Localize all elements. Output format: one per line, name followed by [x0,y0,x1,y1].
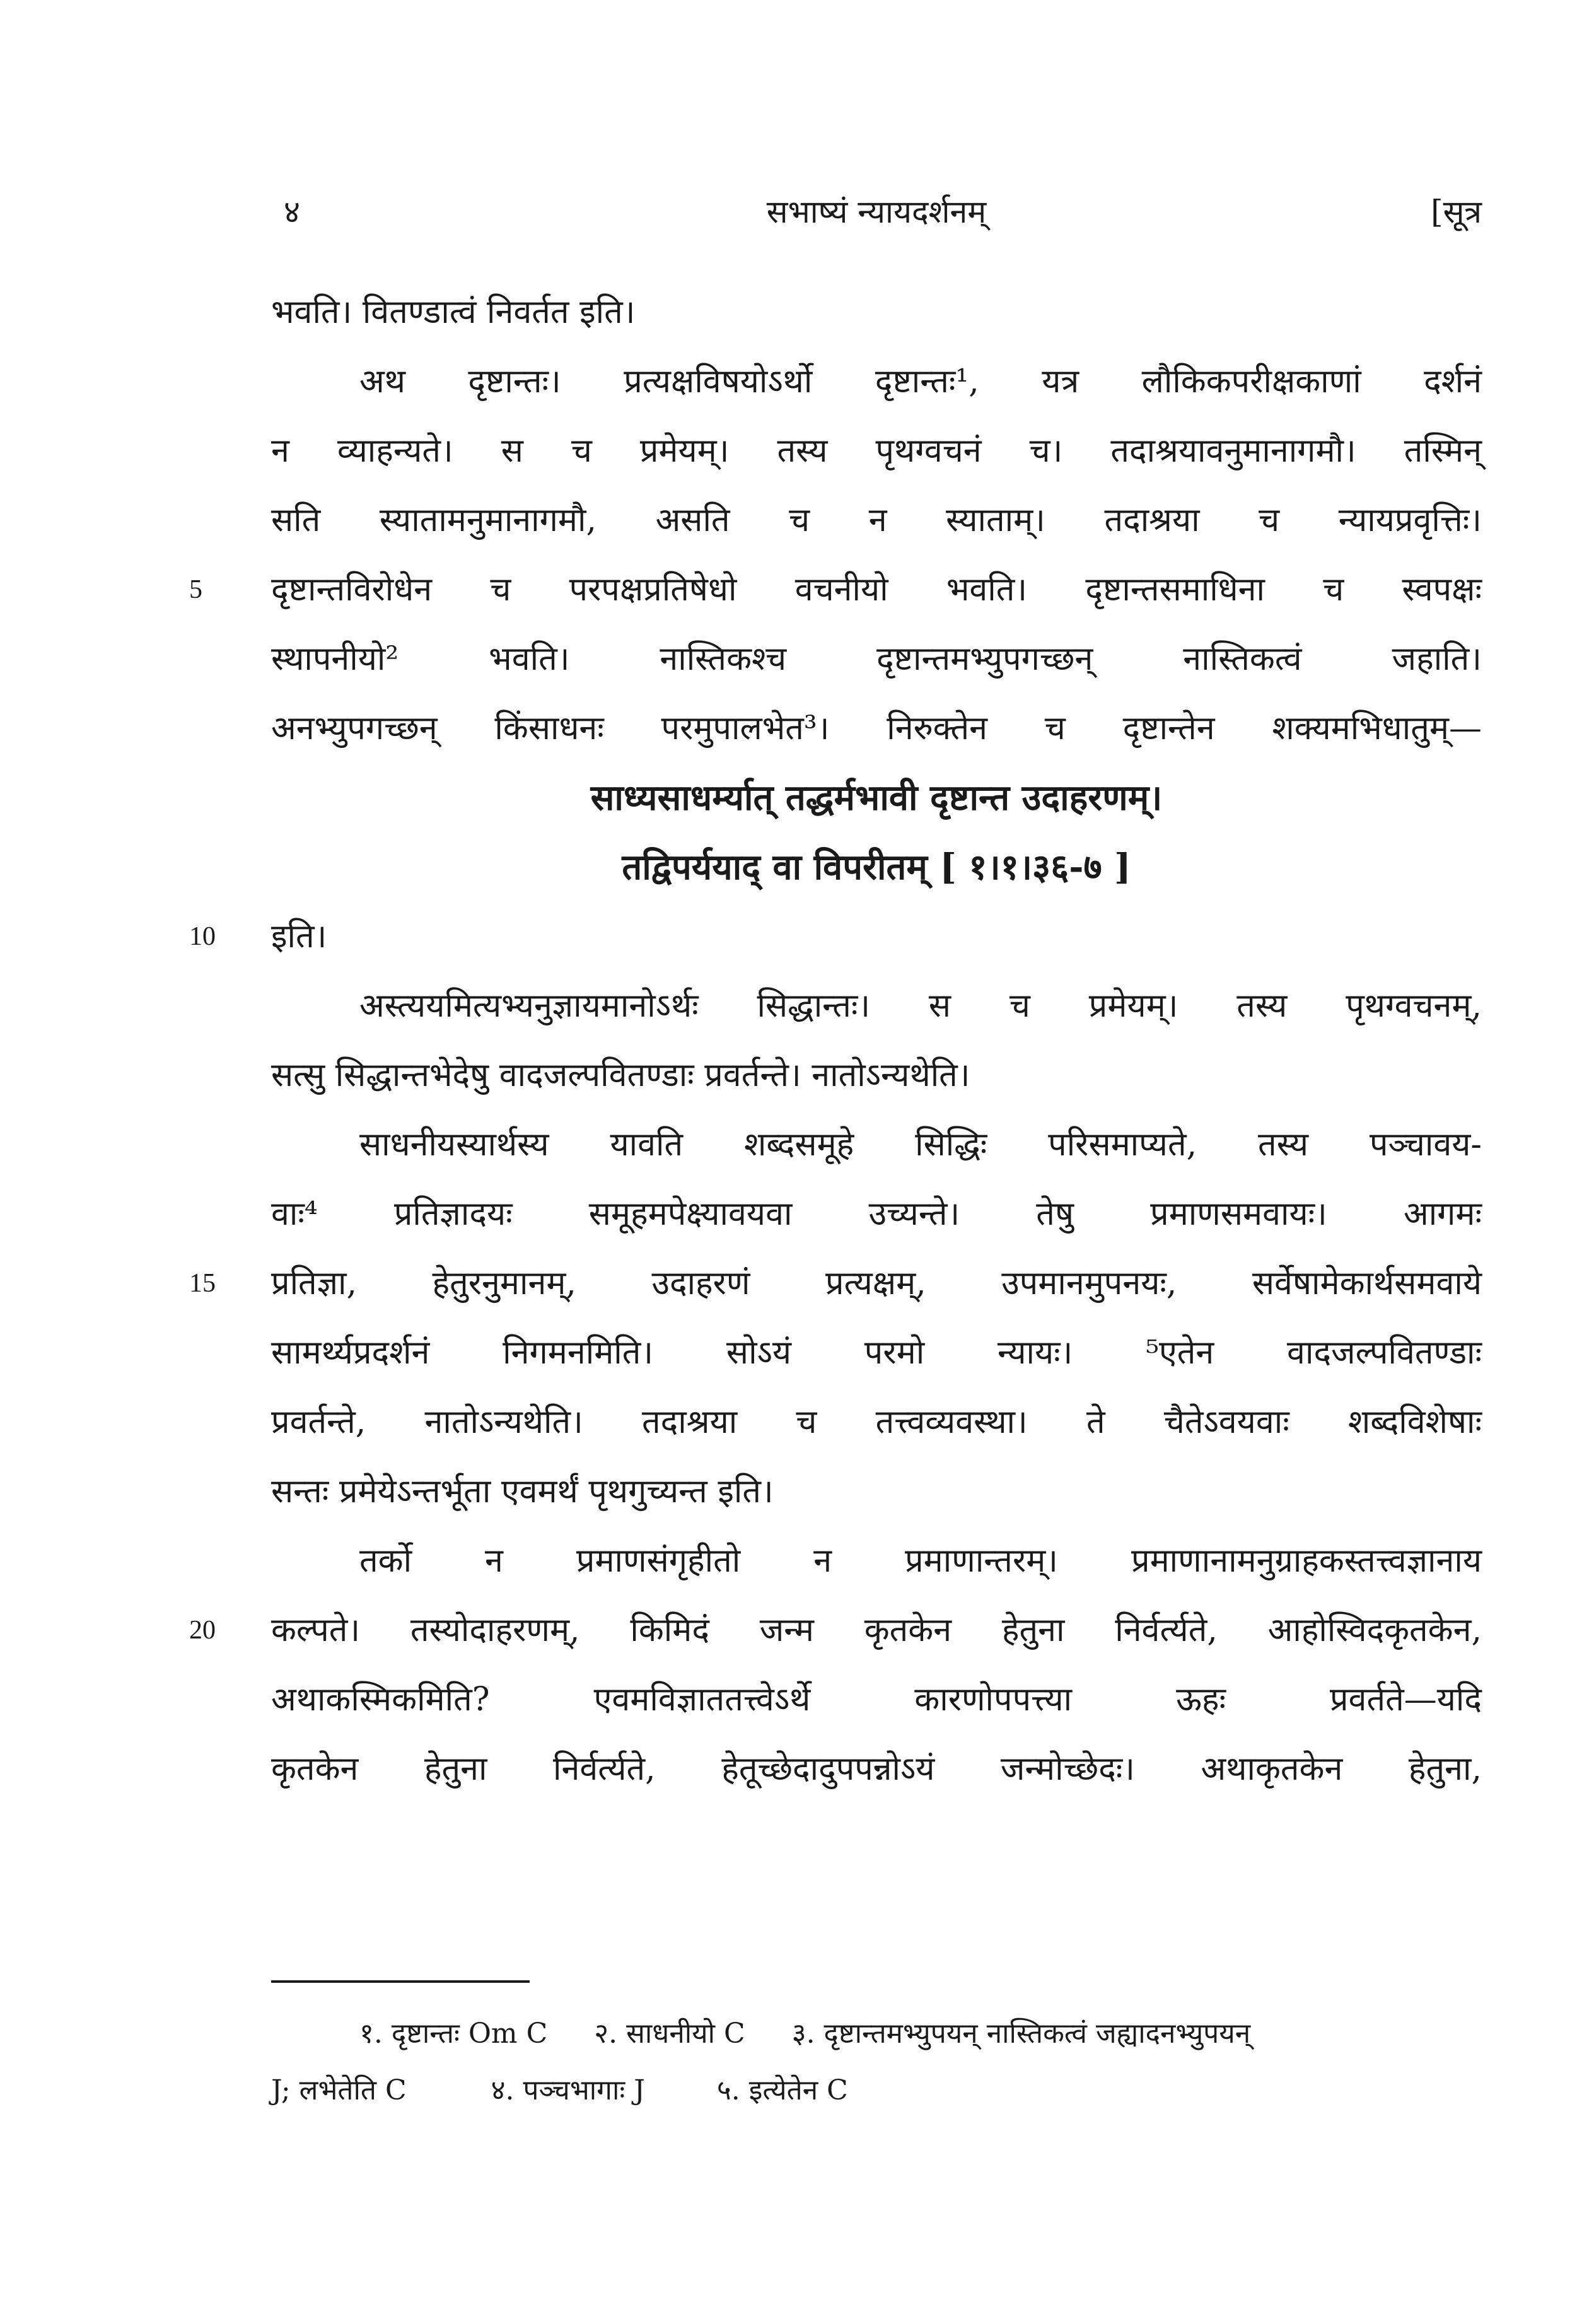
line-number: 15 [189,1269,216,1298]
text-line: कृतकेन हेतुना निर्वर्त्यते, हेतूच्छेदादुपपन्नोऽयं जन्मोच्छेदः। अथाकृतकेन हेतुना, [271,1750,1482,1788]
text-line: अथ दृष्टान्तः। प्रत्यक्षविषयोऽर्थो दृष्टान्तः¹, यत्र लौकिकपरीक्षकाणां दर्शनं [359,363,1482,400]
text-line: स्थापनीयो² भवति। नास्तिकश्च दृष्टान्तमभ्युपगच्छन् नास्तिकत्वं जहाति। [271,640,1482,678]
text-line: 20 कल्पते। तस्योदाहरणम्, किमिदं जन्म कृतकेन हेतुना निर्वर्त्यते, आहोस्विदकृतकेन, [271,1596,1482,1665]
sutra-line: तद्विपर्ययाद् वा विपरीतम् [ १।१।३६-७ ] [622,846,1131,888]
footnote-line [271,2062,1482,2119]
text-line: 10 इति। [271,902,1482,971]
footnote-3: ३. दृष्टान्तमभ्युपयन् नास्तिकत्वं जह्यादनभ्युपयन् [791,2017,1251,2050]
running-title: सभाष्यं न्यायदर्शनम् [766,194,987,230]
footnote-2: २. साधनीयो C [594,2017,745,2050]
text-line: अथाकस्मिकमिति? एवमविज्ञाततत्त्वेऽर्थे कारणोपपत्त्या ऊहः प्रवर्तते—यदि [271,1681,1482,1719]
footnote-4: ४. पञ्चभागाः J [491,2074,645,2106]
running-header [271,189,1482,246]
text-line: प्रवर्तन्ते, नातोऽन्यथेति। तदाश्रया च तत्त्वव्यवस्था। ते चैतेऽवयवाः शब्दविशेषाः [271,1403,1482,1441]
footnote-1: १. दृष्टान्तः Om C [359,2017,548,2050]
text-line: साधनीयस्यार्थस्य यावति शब्दसमूहे सिद्धिः परिसमाप्यते, तस्य पञ्चावय- [359,1126,1482,1164]
page-number: ४ [284,194,300,230]
line-number: 20 [189,1616,216,1645]
text-line: अस्त्ययमित्यभ्यनुज्ञायमानोऽर्थः सिद्धान्तः। स च प्रमेयम्। तस्य पृथग्वचनम्, [359,987,1482,1025]
text-line: सन्तः प्रमेयेऽन्तर्भूता एवमर्थं पृथगुच्यन्त इति। [271,1473,774,1510]
section-marker: [सूत्र [1431,194,1482,230]
sutra-line: साध्यसाधर्म्यात् तद्धर्मभावी दृष्टान्त उदाहरणम्। [590,777,1163,819]
text-line: 15 प्रतिज्ञा, हेतुरनुमानम्, उदाहरणं प्रत्यक्षम्, उपमानमुपनयः, सर्वेषामेकार्थसमवाये [271,1249,1482,1318]
footnote-3-cont: J; लभेतेति C [271,2074,407,2106]
text-line: भवति। वितण्डात्वं निवर्तत इति। [271,293,636,331]
text-line: सत्सु सिद्धान्तभेदेषु वादजल्पवितण्डाः प्रवर्तन्ते। नातोऽन्यथेति। [271,1056,970,1094]
footnote-5: ५. इत्येतेन C [716,2074,848,2106]
line-number: 5 [189,575,202,604]
text-line: तर्को न प्रमाणसंगृहीतो न प्रमाणान्तरम्। प्रमाणानामनुग्राहकस्तत्त्वज्ञानाय [359,1542,1482,1580]
footnotes [271,2006,1482,2119]
text-line: सामर्थ्यप्रदर्शनं निगमनमिति। सोऽयं परमो न्यायः। ⁵एतेन वादजल्पवितण्डाः [271,1334,1482,1372]
text-line: सति स्यातामनुमानागमौ, असति च न स्याताम्। तदाश्रया च न्यायप्रवृत्तिः। [271,501,1482,539]
main-text [189,277,1482,1804]
line-number: 10 [189,922,216,951]
footnote-line [271,2006,1482,2062]
text-line: वाः⁴ प्रतिज्ञादयः समूहमपेक्ष्यावयवा उच्यन्ते। तेषु प्रमाणसमवायः। आगमः [271,1195,1482,1233]
text-line: न व्याहन्यते। स च प्रमेयम्। तस्य पृथग्वचनं च। तदाश्रयावनुमानागमौ। तस्मिन् [271,432,1482,470]
text-line: अनभ्युपगच्छन् किंसाधनः परमुपालभेत³। निरुक्तेन च दृष्टान्तेन शक्यमभिधातुम्— [271,709,1482,747]
footnote-rule [271,1980,530,1983]
text-line: 5 दृष्टान्तविरोधेन च परपक्षप्रतिषेधो वचनीयो भवति। दृष्टान्तसमाधिना च स्वपक्षः [271,555,1482,624]
